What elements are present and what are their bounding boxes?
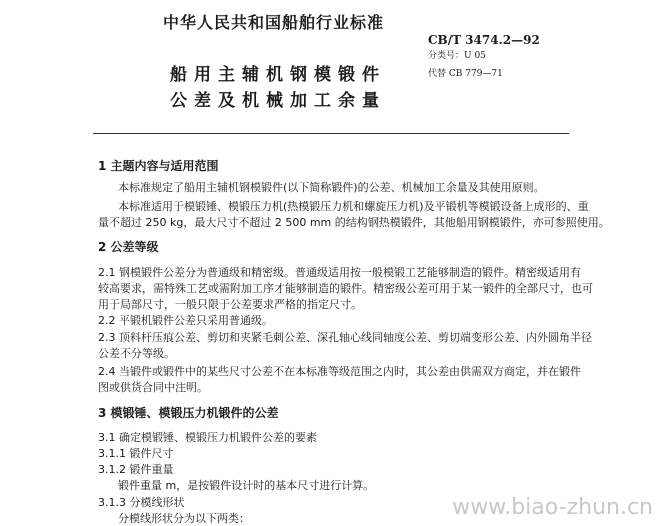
clause-2-3: 2.3 顶料杆压痕公差、剪切和夹紧毛刺公差、深孔轴心线同轴度公差、剪切端变形公差、内外圆角半径 (98, 331, 592, 344)
section-2-heading: 2 公差等级 (98, 240, 159, 254)
section-3-heading: 3 模锻锤、模锻压力机锻件的公差 (98, 406, 279, 420)
paragraph-line: 公差不分等级。 (98, 347, 175, 360)
paragraph-line: 较高要求，需特殊工艺或需附加工序才能够制造的锻件。精密级公差可用于某一锻件的全部尺寸，也可 (98, 282, 593, 295)
document-title-line-2: 公差及机械加工余量 (170, 91, 386, 111)
paragraph-line: 量不超过 250 kg，最大尺寸不超过 2 500 mm 的结构钢热模锻件，其他船用钢模锻件，亦可参照使用。 (98, 216, 610, 229)
clause-3-1: 3.1 确定模锻锤、模锻压力机锻件公差的要素 (98, 431, 317, 444)
standard-code: CB/T 3474.2—92 (428, 33, 540, 47)
classification-number: 分类号：U 05 (428, 51, 486, 61)
paragraph-line: 本标准规定了船用主辅机钢模锻件(以下简称锻件)的公差、机械加工余量及其使用原则。 (118, 181, 545, 194)
clause-2-4: 2.4 当锻件或锻件中的某些尺寸公差不在本标准等级范围之内时，其公差由供需双方商定，并在锻件 (98, 365, 581, 378)
clause-3-1-2: 3.1.2 锻件重量 (98, 463, 174, 476)
clause-3-1-1: 3.1.1 锻件尺寸 (98, 447, 174, 460)
header-divider (93, 133, 569, 134)
clause-2-2: 2.2 平锻机锻件公差只采用普通级。 (98, 314, 273, 327)
document-title-line-1: 船用主辅机钢模锻件 (170, 65, 386, 85)
section-1-heading: 1 主题内容与适用范围 (98, 159, 219, 173)
paragraph-line: 本标准适用于模锻锤、模锻压力机(热模锻压力机和螺旋压力机)及平锻机等模锻设备上成形的、重 (118, 200, 589, 213)
issuing-organization: 中华人民共和国船舶行业标准 (163, 13, 385, 32)
paragraph-line: 锻件重量 m，是按锻件设计时的基本尺寸进行计算。 (118, 479, 375, 492)
paragraph-line: 分模线形状分为以下两类： (118, 512, 250, 525)
replaces-standard: 代替 CB 779—71 (428, 69, 503, 79)
watermark: www.biao-zhun.cn (452, 495, 653, 520)
paragraph-line: 图或供货合同中注明。 (98, 381, 208, 394)
clause-2-1: 2.1 钢模锻件公差分为普通级和精密级。普通级适用按一般模锻工艺能够制造的锻件。精密级适用有 (98, 266, 581, 279)
clause-3-1-3: 3.1.3 分模线形状 (98, 496, 185, 509)
paragraph-line: 用于局部尺寸，一般只限于公差要求严格的指定尺寸。 (98, 298, 362, 311)
